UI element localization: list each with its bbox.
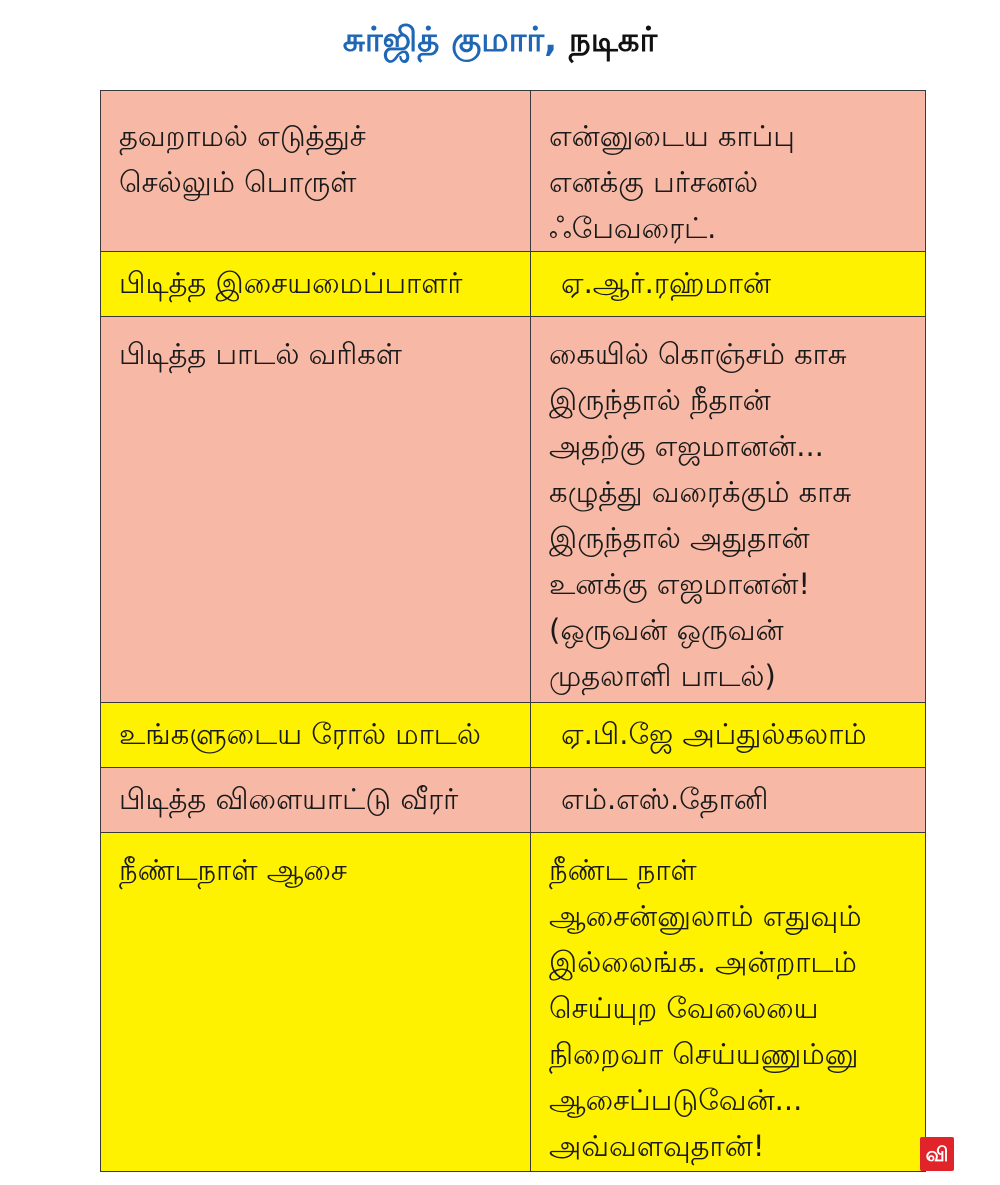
answer-text: ஏ.ஆர்.ரஹ்மான் bbox=[561, 266, 771, 300]
table-row bbox=[101, 252, 926, 317]
table-row bbox=[101, 768, 926, 833]
answer-cell bbox=[531, 317, 926, 703]
answer-text: ஏ.பி.ஜே அப்துல்கலாம் bbox=[561, 717, 867, 751]
answer-cell bbox=[531, 768, 926, 833]
question-text: உங்களுடைய ரோல் மாடல் bbox=[119, 717, 481, 751]
answer-cell bbox=[531, 91, 926, 252]
title-role: நடிகர் bbox=[568, 20, 658, 60]
question-text: பிடித்த இசையமைப்பாளர் bbox=[119, 266, 463, 300]
title-name: சுர்ஜித் குமார், bbox=[342, 20, 558, 60]
table-row bbox=[101, 703, 926, 768]
answer-cell bbox=[531, 252, 926, 317]
question-text: பிடித்த பாடல் வரிகள் bbox=[119, 337, 402, 371]
question-text: பிடித்த விளையாட்டு வீரர் bbox=[119, 782, 459, 816]
answer-text: நீண்ட நாள் ஆசைன்னுலாம் எதுவும் இல்லைங்க. அன்றாடம் செய்யுற வேலையை நிறைவா செய்யணும்னு ஆசைப்படுவேன்... அவ்வளவுதான்! bbox=[549, 853, 862, 1163]
page-title bbox=[0, 14, 1000, 66]
answer-text: எம்.எஸ்.தோனி bbox=[561, 782, 769, 816]
table-row bbox=[101, 91, 926, 252]
publisher-logo: வி bbox=[920, 1137, 954, 1171]
table-row bbox=[101, 317, 926, 703]
table-row bbox=[101, 833, 926, 1172]
answer-text: என்னுடைய காப்பு எனக்கு பர்சனல் ஃபேவரைட். bbox=[549, 119, 795, 245]
question-cell bbox=[101, 91, 531, 252]
qa-table bbox=[100, 90, 926, 1172]
answer-cell bbox=[531, 703, 926, 768]
answer-cell bbox=[531, 833, 926, 1172]
question-cell bbox=[101, 768, 531, 833]
answer-text: கையில் கொஞ்சம் காசு இருந்தால் நீதான் அதற்கு எஜமானன்... கழுத்து வரைக்கும் காசு இருந்தால் அதுதான் உனக்கு எஜமானன்! (ஒருவன் ஒருவன் முதலாளி பாடல்) bbox=[549, 337, 852, 693]
question-cell bbox=[101, 252, 531, 317]
question-text: நீண்டநாள் ஆசை bbox=[119, 853, 347, 887]
question-cell bbox=[101, 317, 531, 703]
question-cell bbox=[101, 703, 531, 768]
question-cell bbox=[101, 833, 531, 1172]
question-text: தவறாமல் எடுத்துச் செல்லும் பொருள் bbox=[119, 119, 366, 199]
